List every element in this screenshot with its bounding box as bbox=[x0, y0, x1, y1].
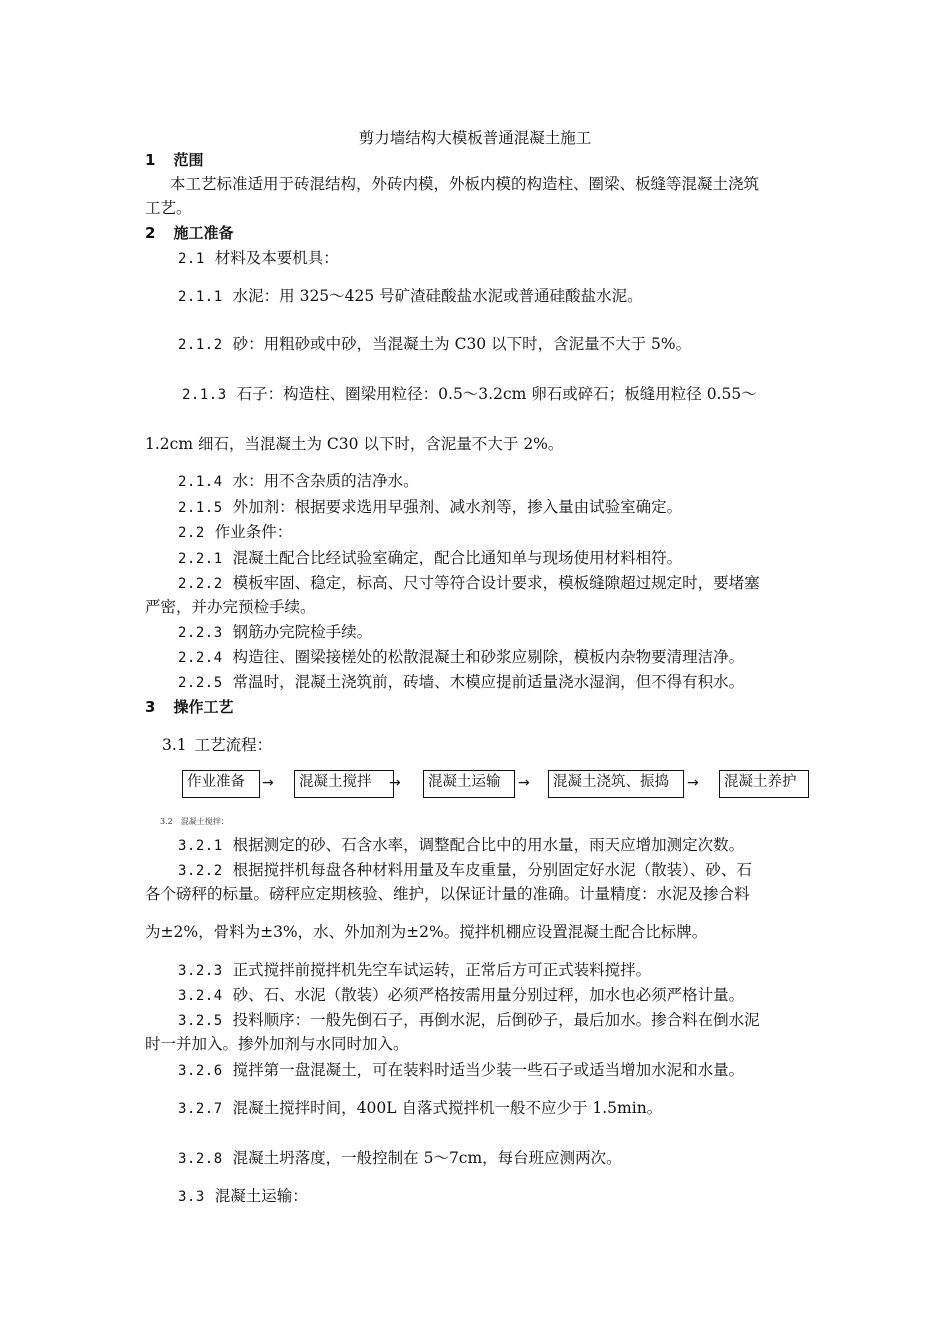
flow-arrow-icon: → bbox=[687, 775, 699, 791]
flow-step-transport: 混凝土运输 bbox=[423, 770, 515, 798]
paragraph-line: 工艺。 bbox=[145, 199, 192, 217]
item-3-2-1: 3.2.1 根据测定的砂、石含水率，调整配合比中的用水量，雨天应增加测定次数。 bbox=[178, 836, 745, 854]
section-number: 3 bbox=[145, 698, 156, 716]
item-2-2-1: 2.2.1 混凝土配合比经试验室确定，配合比通知单与现场使用材料相符。 bbox=[178, 549, 683, 567]
section-number: 2 bbox=[145, 224, 156, 242]
item-2-2-5: 2.2.5 常温时，混凝土浇筑前，砖墙、木模应提前适量浇水湿润，但不得有积水。 bbox=[178, 673, 745, 691]
item-3-2-7: 3.2.7 混凝土搅拌时间，400L 自落式搅拌机一般不应少于 1.5min。 bbox=[178, 1099, 663, 1117]
item-2-2-2: 2.2.2 模板牢固、稳定，标高、尺寸等符合设计要求，模板缝隙超过规定时，要堵塞 bbox=[178, 574, 760, 592]
item-3-2-3: 3.2.3 正式搅拌前搅拌机先空车试运转，正常后方可正式装料搅拌。 bbox=[178, 961, 652, 979]
item-2-2: 2.2 作业条件： bbox=[178, 523, 293, 541]
item-3-3: 3.3 混凝土运输： bbox=[178, 1187, 308, 1205]
section-1-heading bbox=[145, 150, 203, 170]
section-title: 操作工艺 bbox=[173, 698, 234, 716]
item-3-2-6: 3.2.6 搅拌第一盘混凝土，可在装料时适当少装一些石子或适当增加水泥和水量。 bbox=[178, 1061, 745, 1079]
flow-arrow-icon: → bbox=[262, 775, 274, 791]
flow-arrow-icon: → bbox=[389, 775, 401, 791]
paragraph-line: 本工艺标准适用于砖混结构，外砖内模，外板内模的构造柱、圈梁、板缝等混凝土浇筑 bbox=[170, 175, 760, 193]
process-flowchart bbox=[182, 770, 812, 800]
item-2-2-2-cont: 严密，并办完预检手续。 bbox=[145, 598, 316, 616]
item-3-2-4: 3.2.4 砂、石、水泥（散装）必须严格按需用量分别过秤，加水也必须严格计量。 bbox=[178, 986, 745, 1004]
flow-step-preparation: 作业准备 bbox=[182, 770, 260, 798]
section-title: 施工准备 bbox=[173, 224, 234, 242]
item-3-2-5-cont: 时一并加入。掺外加剂与水同时加入。 bbox=[145, 1035, 409, 1053]
item-2-1-3-cont: 1.2cm 细石，当混凝土为 C30 以下时，含泥量不大于 2%。 bbox=[145, 435, 564, 453]
item-2-1-1: 2.1.1 水泥：用 325～425 号矿渣硅酸盐水泥或普通硅酸盐水泥。 bbox=[178, 287, 643, 305]
document-title: 剪力墙结构大模板普通混凝土施工 bbox=[358, 129, 592, 147]
item-3-2-5: 3.2.5 投料顺序：一般先倒石子，再倒水泥，后倒砂子，最后加水。掺合料在倒水泥 bbox=[178, 1011, 760, 1029]
item-3-2-2-cont: 各个磅秤的标量。磅秤应定期核验、维护，以保证计量的准确。计量精度：水泥及掺合料 bbox=[145, 885, 750, 903]
item-2-1-3: 2.1.3 石子：构造柱、圈梁用粒径：0.5～3.2cm 卵石或碎石；板缝用粒径 0.55～ bbox=[182, 385, 757, 403]
item-3-2-heading: 3.2 混凝土搅拌： bbox=[160, 817, 229, 826]
item-3-1: 3.1 工艺流程： bbox=[162, 736, 273, 754]
item-2-1-5: 2.1.5 外加剂：根据要求选用早强剂、减水剂等，掺入量由试验室确定。 bbox=[178, 498, 683, 516]
item-3-2-8: 3.2.8 混凝土坍落度，一般控制在 5～7cm，每台班应测两次。 bbox=[178, 1149, 622, 1167]
flow-arrow-icon: → bbox=[518, 775, 530, 791]
flow-step-mixing: 混凝土搅拌 bbox=[294, 770, 394, 798]
section-title: 范围 bbox=[173, 151, 204, 169]
item-2-1-4: 2.1.4 水：用不含杂质的洁净水。 bbox=[178, 472, 419, 490]
section-number: 1 bbox=[145, 151, 156, 169]
section-3-heading bbox=[145, 697, 233, 717]
item-2-2-3: 2.2.3 钢筋办完院检手续。 bbox=[178, 623, 373, 641]
item-2-2-4: 2.2.4 构造往、圈梁接槎处的松散混凝土和砂浆应剔除，模板内杂物要清理洁净。 bbox=[178, 648, 745, 666]
flow-step-curing: 混凝土养护 bbox=[719, 770, 809, 798]
item-2-1-2: 2.1.2 砂：用粗砂或中砂，当混凝土为 C30 以下时，含泥量不大于 5%。 bbox=[178, 335, 692, 353]
item-2-1: 2.1 材料及本要机具： bbox=[178, 249, 339, 267]
item-3-2-2: 3.2.2 根据搅拌机每盘各种材料用量及车皮重量，分别固定好水泥（散装）、砂、石 bbox=[178, 861, 752, 879]
item-3-2-2-cont: 为±2%，骨料为±3%，水、外加剂为±2%。搅拌机棚应设置混凝土配合比标牌。 bbox=[145, 923, 708, 941]
section-2-heading bbox=[145, 223, 233, 243]
flow-step-pouring: 混凝土浇筑、振捣 bbox=[548, 770, 684, 798]
